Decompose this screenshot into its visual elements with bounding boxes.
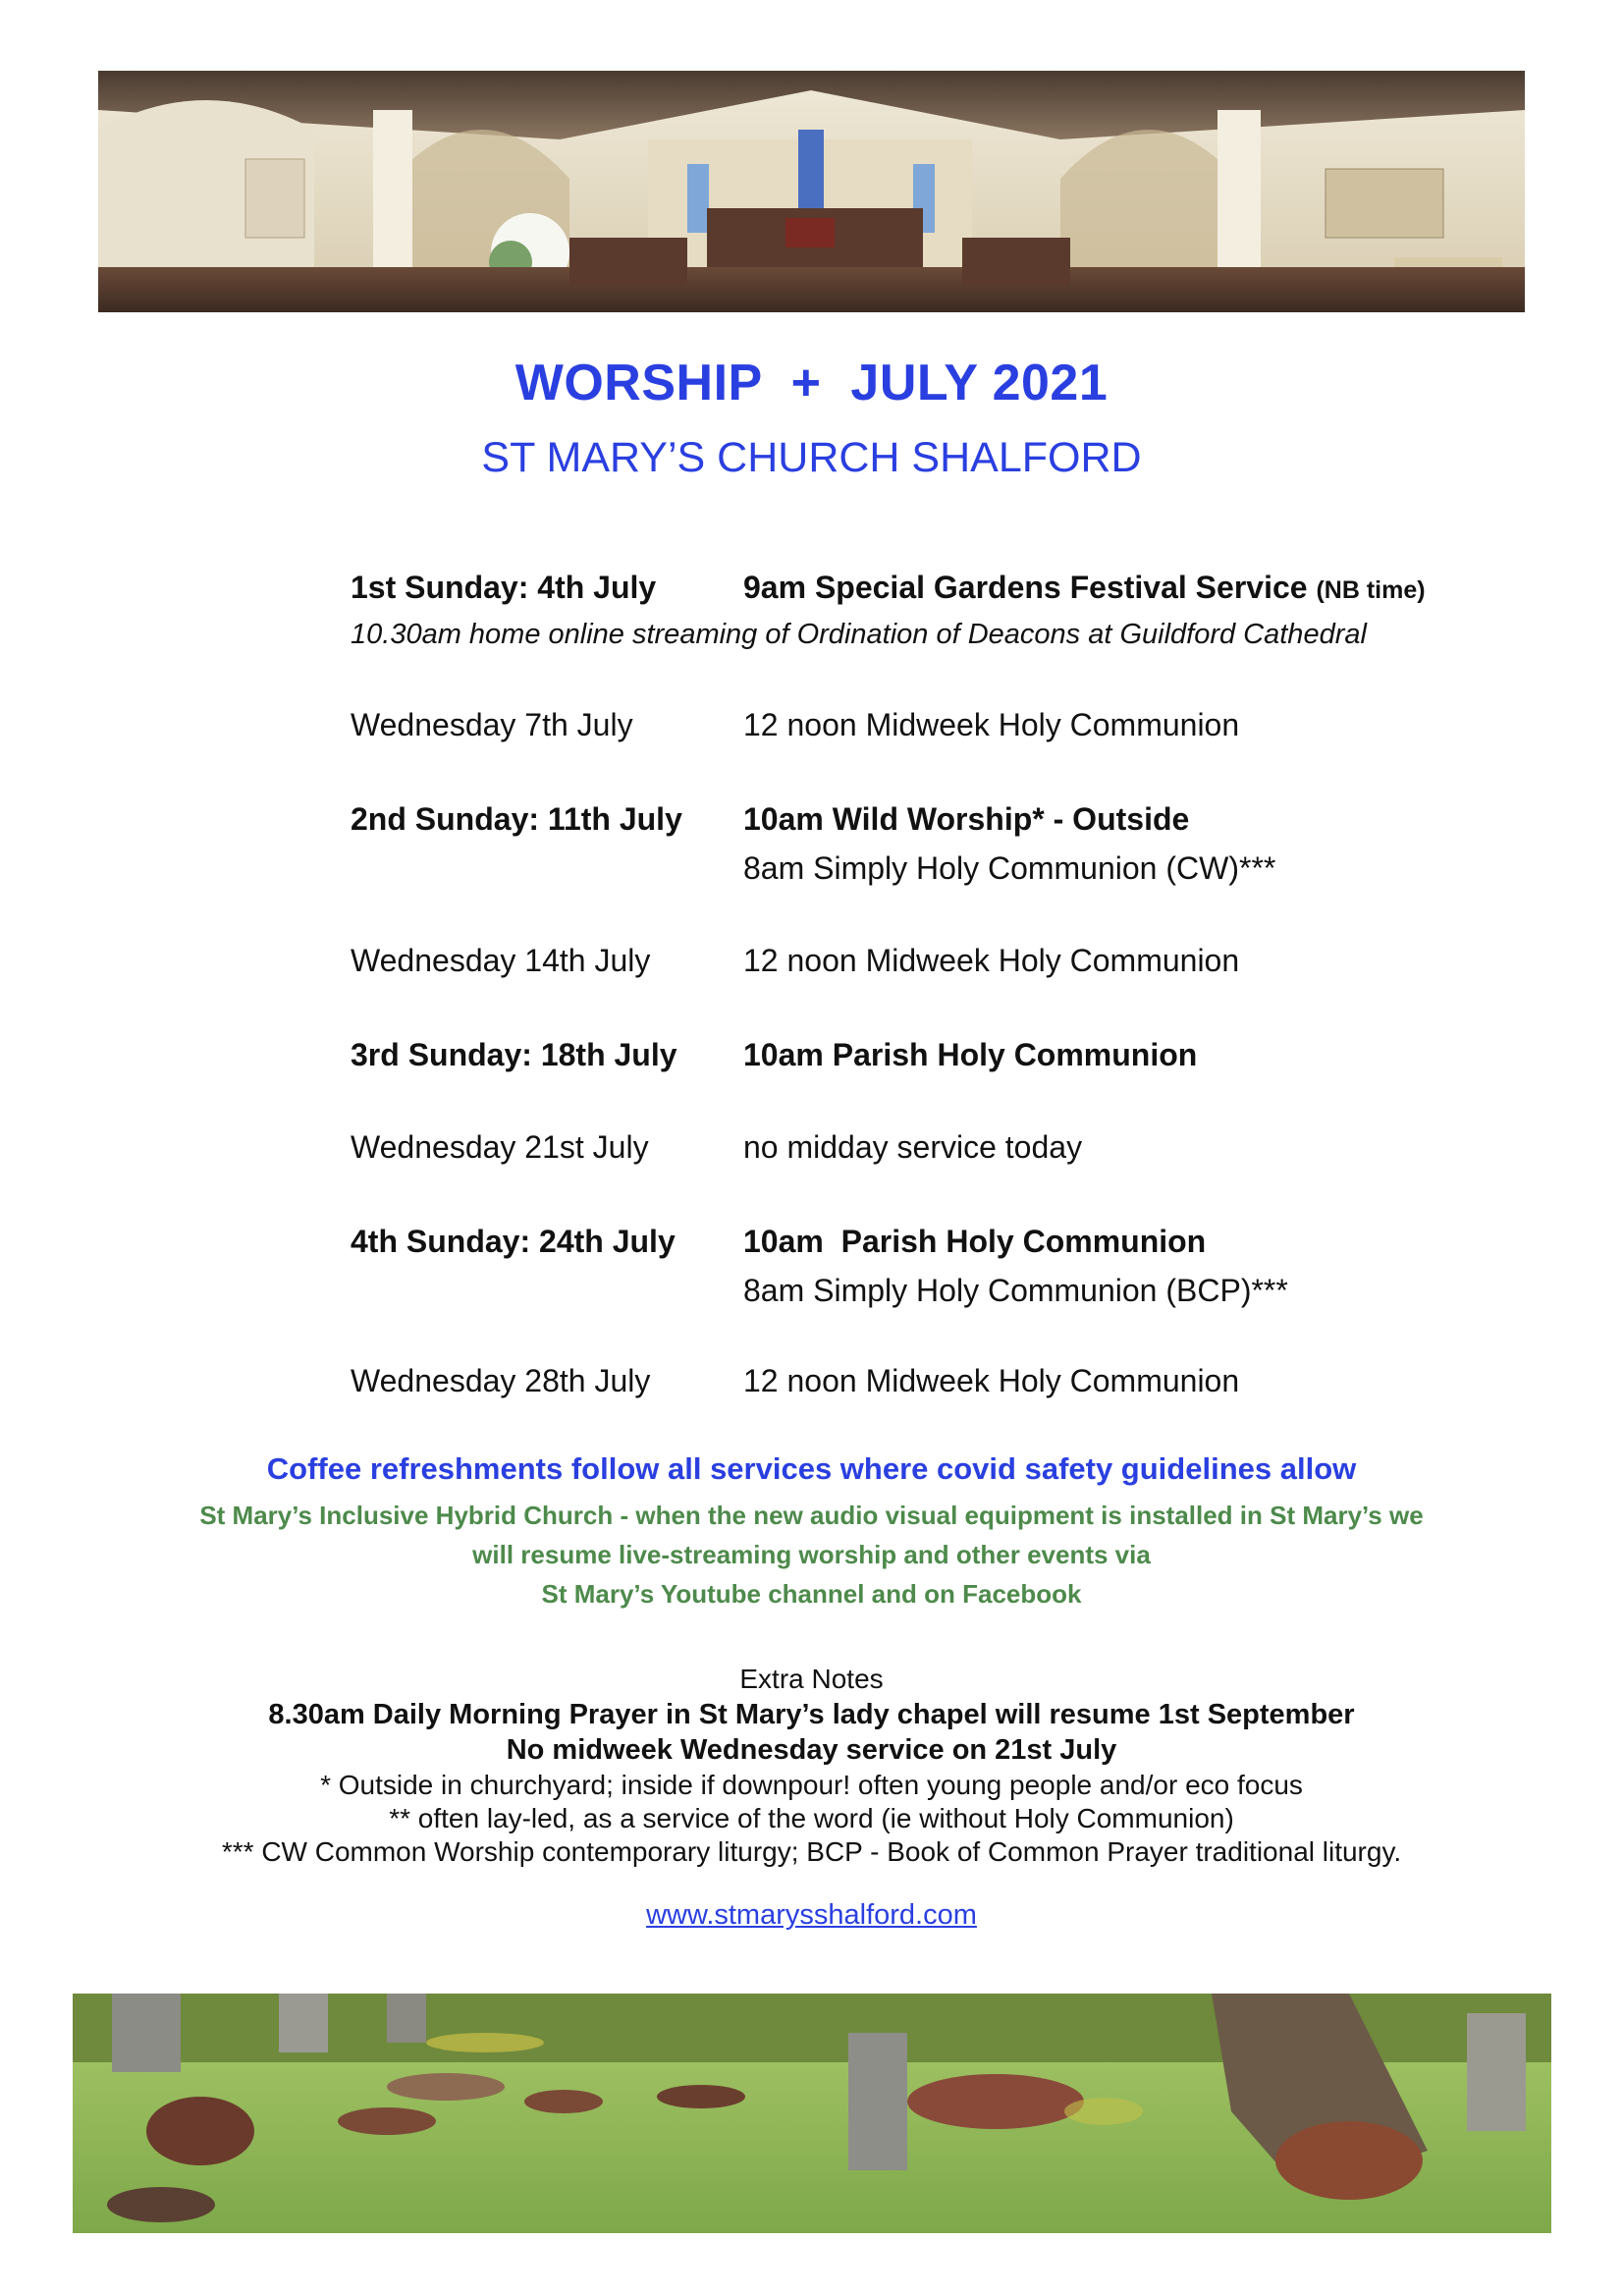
schedule-day: Wednesday 14th July xyxy=(351,943,651,978)
church-name: ST MARY’S CHURCH SHALFORD xyxy=(481,434,1142,481)
page-title: WORSHIP + JULY 2021 xyxy=(514,355,1109,411)
schedule-service: 8am Simply Holy Communion (CW)*** xyxy=(743,850,1276,886)
church-interior-photo xyxy=(98,71,1525,312)
schedule-service: 12 noon Midweek Holy Communion xyxy=(743,707,1240,742)
service-name: 9am Special Gardens Festival Service xyxy=(743,570,1308,605)
note-triple-asterisk: *** CW Common Worship contemporary liturgy; BCP - Book of Common Prayer traditional liturgy. xyxy=(221,1836,1402,1867)
coffee-notice: Coffee refreshments follow all services where covid safety guidelines allow xyxy=(266,1451,1357,1486)
schedule-day: Wednesday 7th July xyxy=(351,707,633,742)
hybrid-church-notice-line-2: will resume live-streaming worship and other events via xyxy=(472,1540,1151,1569)
schedule-service: no midday service today xyxy=(743,1129,1083,1165)
note-single-asterisk: * Outside in churchyard; inside if downpour! often young people and/or eco focus xyxy=(320,1770,1303,1800)
schedule-day: 4th Sunday: 24th July xyxy=(351,1224,676,1259)
website-link[interactable]: www.stmarysshalford.com xyxy=(646,1899,977,1931)
schedule-service: 10am Parish Holy Communion xyxy=(743,1224,1207,1259)
schedule-day: Wednesday 28th July xyxy=(351,1363,651,1398)
schedule-service: 12 noon Midweek Holy Communion xyxy=(743,943,1240,978)
service-note: (NB time) xyxy=(1316,576,1426,604)
churchyard-photo xyxy=(73,1994,1551,2233)
schedule-day: 3rd Sunday: 18th July xyxy=(351,1037,677,1072)
schedule-service: 12 noon Midweek Holy Communion xyxy=(743,1363,1240,1398)
note-no-midweek: No midweek Wednesday service on 21st July xyxy=(506,1734,1117,1766)
schedule-day: 2nd Sunday: 11th July xyxy=(351,801,682,837)
schedule-day: Wednesday 21st July xyxy=(351,1129,649,1165)
streaming-note: 10.30am home online streaming of Ordination of Deacons at Guildford Cathedral xyxy=(351,619,1367,650)
hybrid-church-notice-line-1: St Mary’s Inclusive Hybrid Church - when the new audio visual equipment is installed in St Mary’s we xyxy=(199,1501,1424,1530)
schedule-service: 8am Simply Holy Communion (BCP)*** xyxy=(743,1273,1288,1308)
extra-notes-heading: Extra Notes xyxy=(739,1664,884,1694)
hybrid-church-notice-line-3: St Mary’s Youtube channel and on Facebook xyxy=(541,1579,1082,1609)
schedule-day: 1st Sunday: 4th July xyxy=(351,570,657,605)
schedule-service: 10am Parish Holy Communion xyxy=(743,1037,1198,1072)
note-morning-prayer: 8.30am Daily Morning Prayer in St Mary’s lady chapel will resume 1st September xyxy=(268,1699,1355,1730)
schedule-service: 10am Wild Worship* - Outside xyxy=(743,801,1190,837)
schedule-service xyxy=(743,568,1426,610)
note-double-asterisk: ** often lay-led, as a service of the word (ie without Holy Communion) xyxy=(389,1803,1234,1833)
